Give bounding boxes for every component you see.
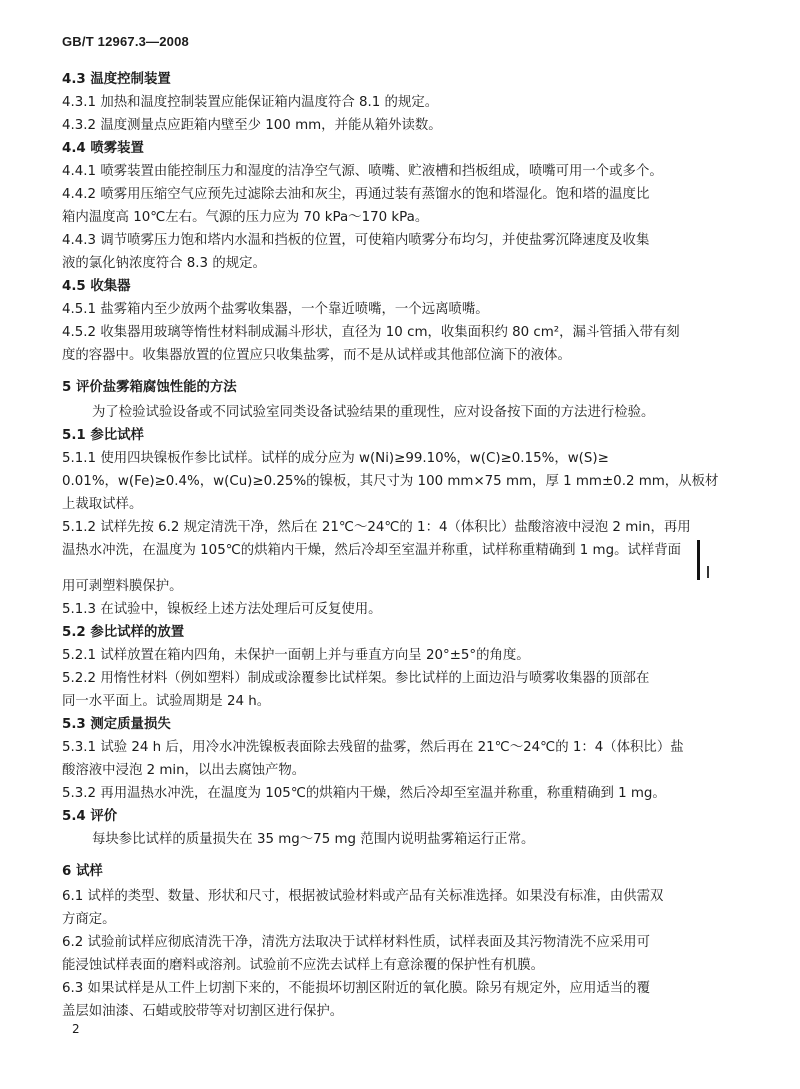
section-heading: 5.2 参比试样的放置 [62,625,185,640]
clause-line: 液的氯化钠浓度符合 8.3 的规定。 [62,256,266,271]
clause-line: 0.01%，w(Fe)≥0.4%，w(Cu)≥0.25%的镍板，其尺寸为 100 mm×75 mm，厚 1 mm±0.2 mm，从板材 [62,474,719,489]
paragraph-line: 为了检验试验设备或不同试验室同类设备试验结果的重现性，应对设备按下面的方法进行检验。 [92,405,655,420]
clause-line: 6.2 试验前试样应彻底清洗干净，清洗方法取决于试样材料性质，试样表面及其污物清洗不应采用可 [62,935,650,950]
clause-line: 4.5.1 盐雾箱内至少放两个盐雾收集器，一个靠近喷嘴，一个远离喷嘴。 [62,302,489,317]
clause-line: 方商定。 [62,912,116,927]
section-heading: 5.3 测定质量损失 [62,717,171,732]
clause-line: 4.4.2 喷雾用压缩空气应预先过滤除去油和灰尘，再通过装有蒸馏水的饱和塔湿化。饱和塔的温度比 [62,187,650,202]
clause-line: 4.3.1 加热和温度控制装置应能保证箱内温度符合 8.1 的规定。 [62,95,439,110]
section-heading: 4.3 温度控制装置 [62,72,171,87]
scan-artifact-bar [697,540,700,580]
clause-line: 5.1.1 使用四块镍板作参比试样。试样的成分应为 w(Ni)≥99.10%，w(C)≥0.15%，w(S)≥ [62,451,609,466]
clause-line: 酸溶液中浸泡 2 min，以出去腐蚀产物。 [62,763,306,778]
clause-line: 箱内温度高 10℃左右。气源的压力应为 70 kPa～170 kPa。 [62,210,429,225]
clause-line: 上裁取试样。 [62,497,143,512]
clause-line: 温热水冲洗，在温度为 105℃的烘箱内干燥，然后冷却至室温并称重，试样称重精确到 1 mg。试样背面 [62,543,682,558]
clause-line: 5.1.2 试样先按 6.2 规定清洗干净，然后在 21℃～24℃的 1：4（体积比）盐酸溶液中浸泡 2 min，再用 [62,520,691,535]
clause-line: 5.2.2 用惰性材料（例如塑料）制成或涂覆参比试样架。参比试样的上面边沿与喷雾收集器的顶部在 [62,671,650,686]
clause-line: 5.3.1 试验 24 h 后，用冷水冲洗镍板表面除去残留的盐雾，然后再在 21℃～24℃的 1：4（体积比）盐 [62,740,684,755]
scan-artifact-tick [707,566,709,578]
section-heading: 5.1 参比试样 [62,428,144,443]
clause-line: 度的容器中。收集器放置的位置应只收集盐雾，而不是从试样或其他部位滴下的液体。 [62,348,571,363]
clause-line: 4.4.3 调节喷雾压力饱和塔内水温和挡板的位置，可使箱内喷雾分布均匀，并使盐雾沉降速度及收集 [62,233,650,248]
clause-line: 4.5.2 收集器用玻璃等惰性材料制成漏斗形状，直径为 10 cm，收集面积约 80 cm²，漏斗管插入带有刻 [62,325,680,340]
clause-line: 盖层如油漆、石蜡或胶带等对切割区进行保护。 [62,1004,344,1019]
clause-line: 4.3.2 温度测量点应距箱内壁至少 100 mm，并能从箱外读数。 [62,118,442,133]
clause-line: 4.4.1 喷雾装置由能控制压力和湿度的洁净空气源、喷嘴、贮液槽和挡板组成，喷嘴可用一个或多个。 [62,164,663,179]
clause-line: 5.3.2 再用温热水冲洗，在温度为 105℃的烘箱内干燥，然后冷却至室温并称重，称重精确到 1 mg。 [62,786,666,801]
clause-line: 6.1 试样的类型、数量、形状和尺寸，根据被试验材料或产品有关标准选择。如果没有标准，由供需双 [62,889,664,904]
section-heading: 5.4 评价 [62,809,118,824]
section-heading: 4.5 收集器 [62,279,131,294]
clause-line: 能浸蚀试样表面的磨料或溶剂。试验前不应洗去试样上有意涂覆的保护性有机膜。 [62,958,545,973]
paragraph-line: 每块参比试样的质量损失在 35 mg～75 mg 范围内说明盐雾箱运行正常。 [92,832,535,847]
clause-line: 5.2.1 试样放置在箱内四角，未保护一面朝上并与垂直方向呈 20°±5°的角度。 [62,648,530,663]
clause-line: 6.3 如果试样是从工件上切割下来的，不能损坏切割区附近的氧化膜。除另有规定外，应用适当的覆 [62,981,650,996]
page-number: 2 [72,1022,80,1036]
clause-line: 5.1.3 在试验中，镍板经上述方法处理后可反复使用。 [62,602,382,617]
section-heading: 4.4 喷雾装置 [62,141,144,156]
standard-number-header: GB/T 12967.3—2008 [62,34,189,49]
chapter-heading: 5 评价盐雾箱腐蚀性能的方法 [62,380,237,395]
clause-line: 用可剥塑料膜保护。 [62,579,183,594]
clause-line: 同一水平面上。试验周期是 24 h。 [62,694,271,709]
chapter-heading: 6 试样 [62,864,103,879]
